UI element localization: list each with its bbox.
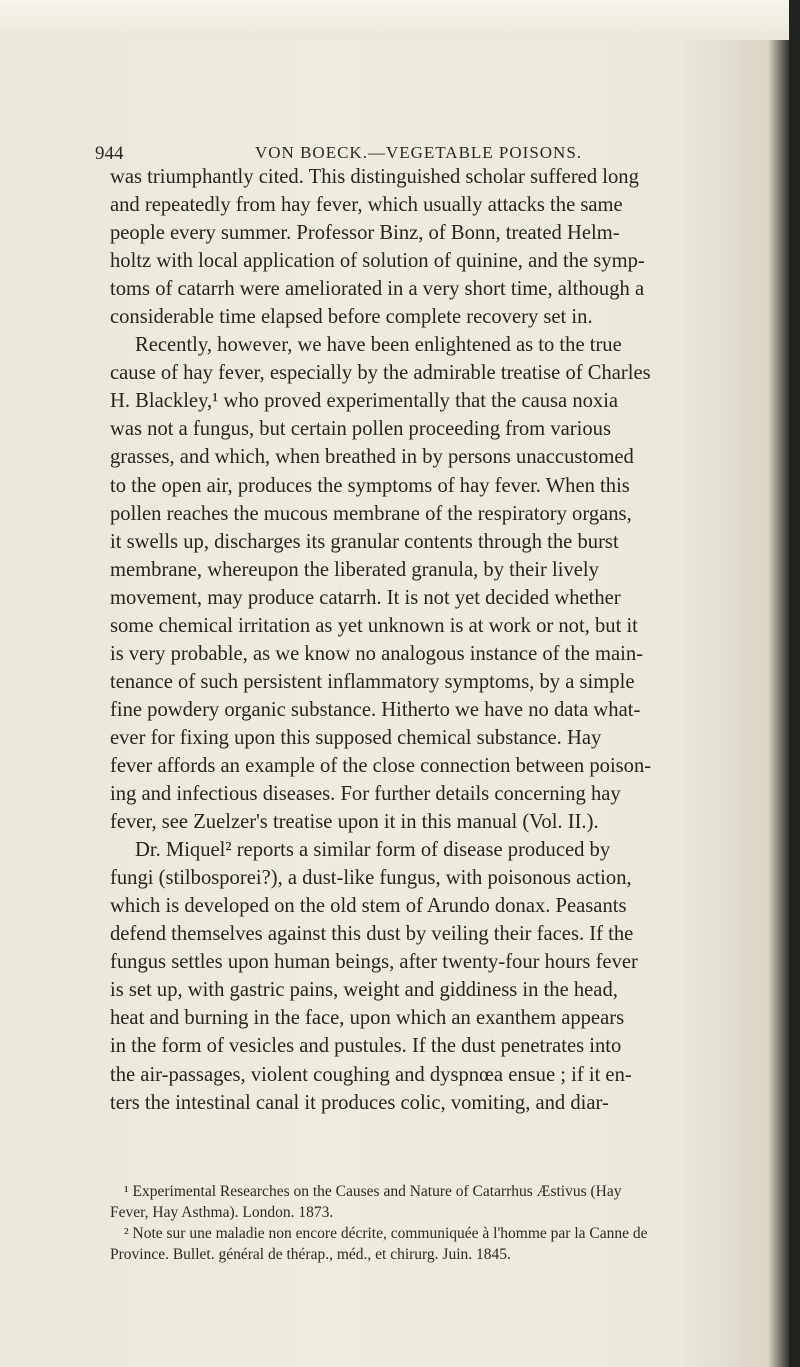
body-line: membrane, whereupon the liberated granula, by their lively xyxy=(110,558,599,581)
body-line: toms of catarrh were ameliorated in a very short time, although a xyxy=(110,278,645,301)
body-line: and repeatedly from hay fever, which usually attacks the same xyxy=(110,194,623,217)
body-text xyxy=(110,163,798,1117)
body-line: defend themselves against this dust by veiling their faces. If the xyxy=(110,923,634,946)
footnote-line: ¹ Experimental Researches on the Causes and Nature of Catarrhus Æstivus (Hay xyxy=(124,1183,622,1200)
body-line: the air-passages, violent coughing and dyspnœa ensue ; if it en- xyxy=(110,1063,632,1086)
body-line: heat and burning in the face, upon which an exanthem appears xyxy=(110,1007,625,1030)
body-line: fungus settles upon human beings, after twenty-four hours fever xyxy=(110,951,638,974)
body-line: movement, may produce catarrh. It is not yet decided whether xyxy=(110,586,621,609)
body-line: holtz with local application of solution of quinine, and the symp- xyxy=(110,250,645,273)
footnote-line: Fever, Hay Asthma). London. 1873. xyxy=(110,1204,334,1221)
body-line: which is developed on the old stem of Arundo donax. Peasants xyxy=(110,895,627,918)
body-line: pollen reaches the mucous membrane of the respiratory organs, xyxy=(110,502,632,525)
body-line: was triumphantly cited. This distinguished scholar suffered long xyxy=(110,166,639,188)
body-line: Dr. Miquel² reports a similar form of disease produced by xyxy=(135,839,611,862)
body-line: was not a fungus, but certain pollen proceeding from various xyxy=(110,418,611,441)
body-line: ever for fixing upon this supposed chemical substance. Hay xyxy=(110,726,602,749)
page-top-shading xyxy=(0,0,800,40)
footnote-line: ² Note sur une maladie non encore décrite, communiquée à l'homme par la Canne de xyxy=(124,1225,648,1242)
body-line: fever, see Zuelzer's treatise upon it in this manual (Vol. II.). xyxy=(110,811,599,834)
footnote-line: Province. Bullet. général de thérap., méd., et chirurg. Juin. 1845. xyxy=(110,1246,511,1263)
body-line: ters the intestinal canal it produces colic, vomiting, and diar- xyxy=(110,1091,609,1114)
running-head: VON BOECK.—VEGETABLE POISONS. xyxy=(255,143,583,162)
body-line: it swells up, discharges its granular contents through the burst xyxy=(110,530,619,553)
body-line: to the open air, produces the symptoms of hay fever. When this xyxy=(110,474,630,497)
body-line: fungi (stilbosporei?), a dust-like fungus, with poisonous action, xyxy=(110,867,632,890)
body-line: ing and infectious diseases. For further details concerning hay xyxy=(110,783,621,806)
body-line: Recently, however, we have been enlightened as to the true xyxy=(135,334,622,357)
body-line: fine powdery organic substance. Hitherto we have no data what- xyxy=(110,698,641,721)
body-line: fever affords an example of the close connection between poison- xyxy=(110,754,652,777)
body-line: is set up, with gastric pains, weight and giddiness in the head, xyxy=(110,979,618,1002)
body-line: cause of hay fever, especially by the admirable treatise of Charles xyxy=(110,362,651,385)
body-line: tenance of such persistent inflammatory symptoms, by a simple xyxy=(110,670,635,693)
body-line: considerable time elapsed before complete recovery set in. xyxy=(110,306,593,329)
footnotes xyxy=(110,1181,798,1265)
body-line: people every summer. Professor Binz, of Bonn, treated Helm- xyxy=(110,222,620,245)
page-edge-shadow xyxy=(789,0,800,1367)
body-line: grasses, and which, when breathed in by persons unaccustomed xyxy=(110,446,634,469)
body-line: in the form of vesicles and pustules. If the dust penetrates into xyxy=(110,1035,622,1058)
body-line: is very probable, as we know no analogous instance of the main- xyxy=(110,642,644,665)
body-line: H. Blackley,¹ who proved experimentally that the causa noxia xyxy=(110,390,619,413)
body-line: some chemical irritation as yet unknown is at work or not, but it xyxy=(110,614,638,637)
page-number: 944 xyxy=(95,143,124,164)
